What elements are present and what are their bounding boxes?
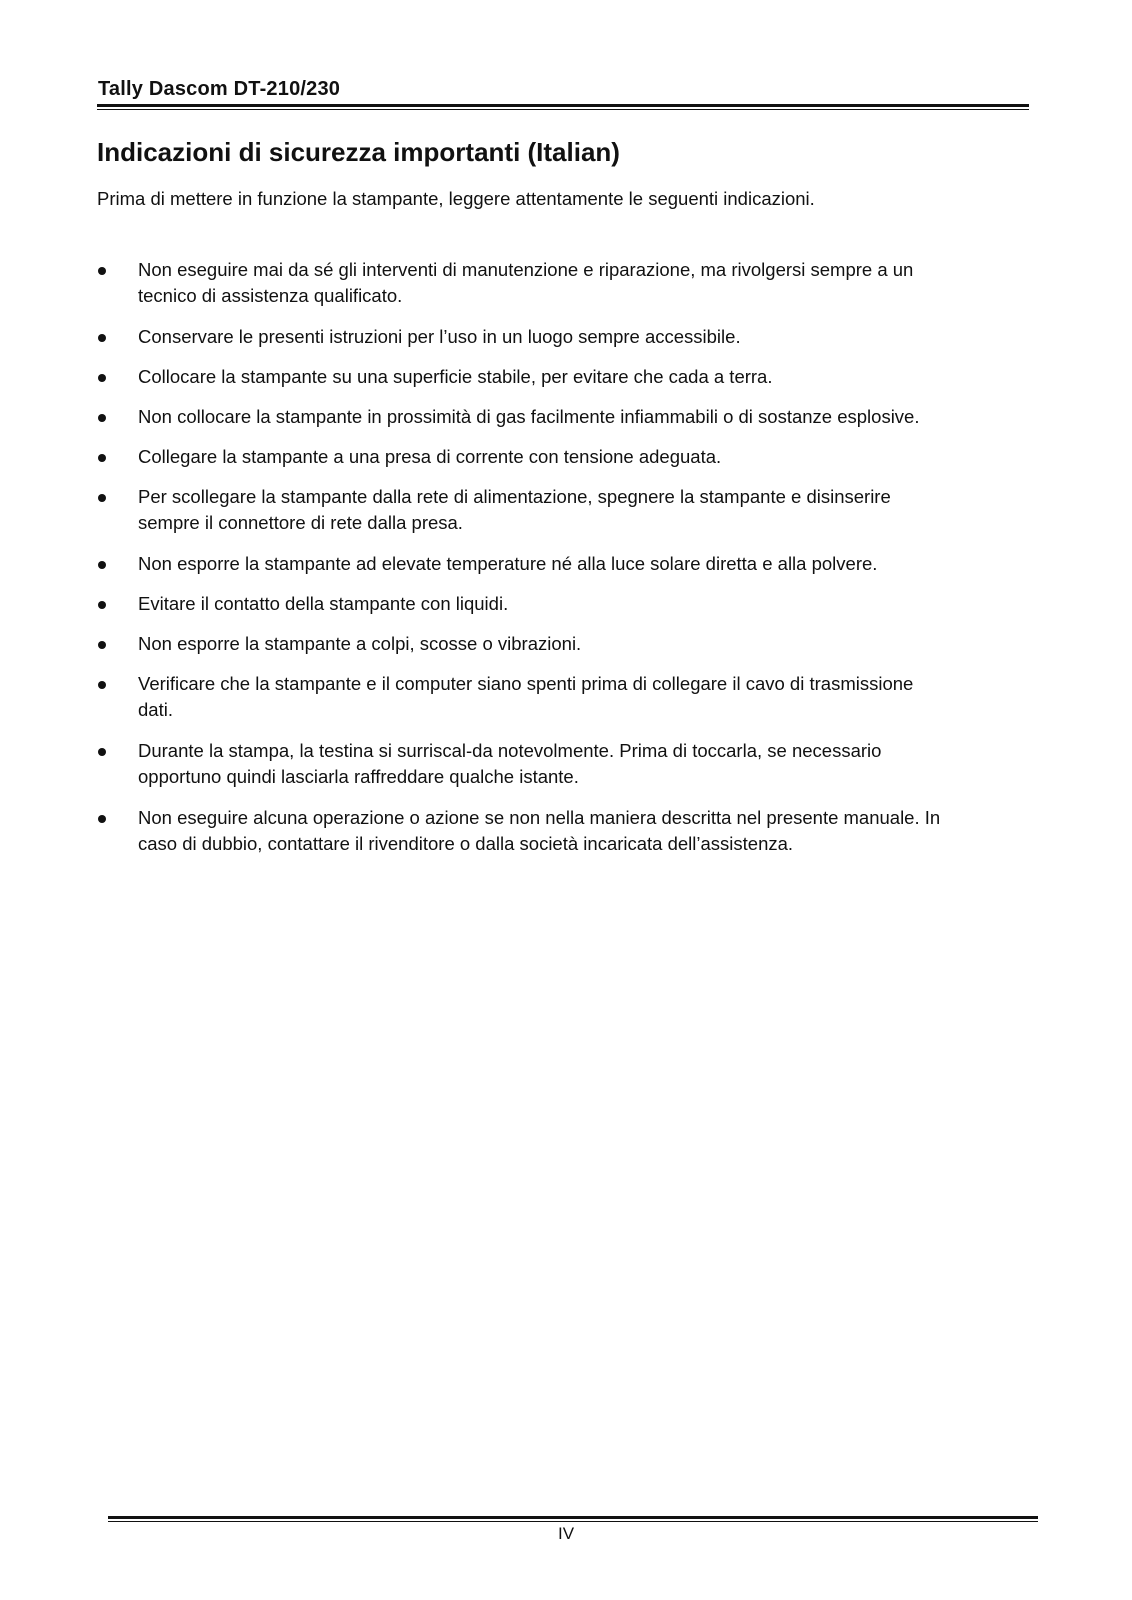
list-item-text [138, 591, 1048, 617]
list-item-line: Non collocare la stampante in prossimità di gas facilmente infiammabili o di sostanze esplosive. [138, 406, 920, 427]
list-item-text [138, 324, 1048, 350]
list-item-text [138, 671, 1048, 723]
bullet-icon [98, 681, 106, 689]
bullet-icon [98, 494, 106, 502]
section-title: Indicazioni di sicurezza importanti (Italian) [97, 137, 620, 167]
list-item-line: tecnico di assistenza qualificato. [138, 285, 403, 306]
bullet-icon [98, 334, 106, 342]
list-item-text [138, 738, 1048, 790]
list-item-line: Durante la stampa, la testina si surriscal-da notevolmente. Prima di toccarla, se necessario [138, 740, 882, 761]
document-header-title: Tally Dascom DT-210/230 [98, 78, 341, 100]
list-item-text [138, 364, 1048, 390]
list-item-line: Non eseguire mai da sé gli interventi di manutenzione e riparazione, ma rivolgersi sempre a un [138, 259, 914, 280]
list-item-line: caso di dubbio, contattare il rivenditore o dalla società incaricata dell’assistenza. [138, 833, 794, 854]
bullet-icon [98, 641, 106, 649]
bullet-icon [98, 815, 106, 823]
list-item-text [138, 257, 1048, 309]
list-item-line: sempre il connettore di rete dalla presa. [138, 512, 463, 533]
bullet-icon [98, 414, 106, 422]
list-item-line: Non esporre la stampante a colpi, scosse o vibrazioni. [138, 633, 582, 654]
bullet-icon [98, 267, 106, 275]
bullet-icon [98, 374, 106, 382]
list-item-line: Non eseguire alcuna operazione o azione se non nella maniera descritta nel presente manuale. In [138, 807, 941, 828]
list-item-line: Evitare il contatto della stampante con liquidi. [138, 593, 509, 614]
page-number: IV [557, 1524, 575, 1543]
intro-paragraph: Prima di mettere in funzione la stampante, leggere attentamente le seguenti indicazioni. [97, 188, 815, 209]
list-item-text [138, 551, 1048, 577]
list-item-line: Conservare le presenti istruzioni per l’uso in un luogo sempre accessibile. [138, 326, 741, 347]
list-item-line: opportuno quindi lasciarla raffreddare qualche istante. [138, 766, 579, 787]
bullet-icon [98, 454, 106, 462]
bullet-icon [98, 748, 106, 756]
list-item-line: Collegare la stampante a una presa di corrente con tensione adeguata. [138, 446, 722, 467]
bullet-icon [98, 561, 106, 569]
list-item-line: Per scollegare la stampante dalla rete di alimentazione, spegnere la stampante e disinserire [138, 486, 891, 507]
list-item-line: Verificare che la stampante e il computer siano spenti prima di collegare il cavo di trasmissione [138, 673, 914, 694]
bullet-icon [98, 601, 106, 609]
list-item-text [138, 484, 1048, 536]
list-item-text [138, 631, 1048, 657]
list-item-line: dati. [138, 699, 173, 720]
list-item-line: Non esporre la stampante ad elevate temperature né alla luce solare diretta e alla polvere. [138, 553, 878, 574]
list-item-text [138, 805, 1048, 857]
list-item-line: Collocare la stampante su una superficie stabile, per evitare che cada a terra. [138, 366, 773, 387]
list-item-text [138, 444, 1048, 470]
list-item-text [138, 404, 1048, 430]
